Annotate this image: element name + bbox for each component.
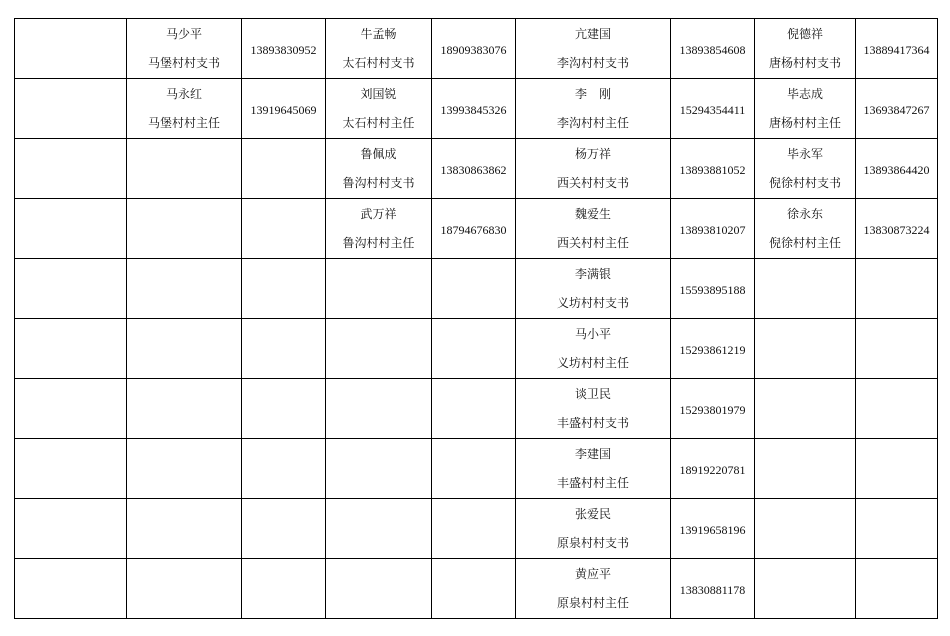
person-name: 杨万祥	[574, 146, 611, 161]
phone-cell	[432, 319, 516, 379]
person-name: 毕志成	[786, 86, 823, 101]
name-role-cell	[326, 379, 432, 439]
person-role: 原泉村村主任	[556, 595, 629, 610]
person-role: 太石村村支书	[342, 55, 415, 70]
name-role-cell	[326, 259, 432, 319]
phone-cell	[242, 319, 326, 379]
name-role-cell	[326, 319, 432, 379]
phone-number: 13919645069	[250, 103, 317, 117]
person-name: 武万祥	[360, 206, 397, 221]
phone-cell	[242, 559, 326, 619]
phone-cell	[856, 199, 938, 259]
phone-number: 15293801979	[679, 403, 746, 417]
phone-cell	[671, 19, 755, 79]
phone-cell	[242, 199, 326, 259]
phone-cell	[432, 199, 516, 259]
person-role: 丰盛村村主任	[556, 475, 629, 490]
name-role-cell	[516, 559, 671, 619]
phone-cell	[671, 439, 755, 499]
person-name: 牛孟畅	[360, 26, 397, 41]
person-name: 马小平	[574, 326, 611, 341]
person-name: 黄应平	[574, 566, 611, 581]
name-role-cell	[127, 139, 242, 199]
phone-cell	[242, 139, 326, 199]
name-role-cell	[127, 259, 242, 319]
phone-cell	[671, 139, 755, 199]
phone-number: 13993845326	[440, 103, 507, 117]
name-role-cell	[516, 19, 671, 79]
table-row	[15, 439, 938, 499]
person-role: 义坊村村支书	[556, 295, 629, 310]
phone-number: 13893854608	[679, 43, 746, 57]
name-role-cell	[755, 19, 856, 79]
phone-cell	[856, 259, 938, 319]
phone-number: 15293861219	[679, 343, 746, 357]
table-row	[15, 79, 938, 139]
phone-cell	[432, 439, 516, 499]
phone-cell	[242, 259, 326, 319]
person-role: 马堡村村主任	[147, 115, 220, 130]
blank-cell	[15, 199, 127, 259]
phone-cell	[671, 259, 755, 319]
person-name: 张爱民	[574, 506, 611, 521]
phone-cell	[242, 379, 326, 439]
person-name: 李建国	[574, 446, 611, 461]
phone-number: 15593895188	[679, 283, 746, 297]
blank-cell	[15, 379, 127, 439]
person-name: 李 刚	[574, 86, 611, 101]
phone-number: 13830863862	[440, 163, 507, 177]
person-role: 鲁沟村村支书	[342, 175, 415, 190]
person-name: 李满银	[574, 266, 611, 281]
name-role-cell	[127, 79, 242, 139]
document-page	[14, 18, 938, 619]
phone-cell	[856, 499, 938, 559]
name-role-cell	[326, 19, 432, 79]
phone-cell	[856, 139, 938, 199]
phone-cell	[856, 559, 938, 619]
name-role-cell	[127, 499, 242, 559]
blank-cell	[15, 439, 127, 499]
name-role-cell	[326, 139, 432, 199]
person-role: 倪徐村村主任	[768, 235, 841, 250]
contact-table	[14, 18, 938, 619]
phone-cell	[432, 139, 516, 199]
name-role-cell	[127, 379, 242, 439]
table-row	[15, 19, 938, 79]
phone-cell	[856, 439, 938, 499]
table-row	[15, 139, 938, 199]
phone-number: 15294354411	[679, 103, 746, 117]
phone-cell	[242, 439, 326, 499]
name-role-cell	[755, 439, 856, 499]
phone-number: 13830881178	[679, 583, 746, 597]
name-role-cell	[127, 19, 242, 79]
phone-cell	[671, 199, 755, 259]
person-role: 西关村村支书	[556, 175, 629, 190]
person-name: 毕永军	[786, 146, 823, 161]
name-role-cell	[516, 319, 671, 379]
person-role: 太石村村主任	[342, 115, 415, 130]
blank-cell	[15, 19, 127, 79]
phone-cell	[856, 79, 938, 139]
name-role-cell	[326, 499, 432, 559]
person-role: 唐杨村村支书	[768, 55, 841, 70]
table-row	[15, 259, 938, 319]
phone-cell	[432, 379, 516, 439]
name-role-cell	[755, 499, 856, 559]
phone-cell	[856, 379, 938, 439]
phone-cell	[856, 19, 938, 79]
phone-cell	[242, 499, 326, 559]
person-role: 丰盛村村支书	[556, 415, 629, 430]
name-role-cell	[516, 139, 671, 199]
name-role-cell	[127, 559, 242, 619]
name-role-cell	[516, 199, 671, 259]
phone-cell	[671, 379, 755, 439]
name-role-cell	[326, 439, 432, 499]
name-role-cell	[516, 499, 671, 559]
name-role-cell	[755, 259, 856, 319]
blank-cell	[15, 79, 127, 139]
name-role-cell	[516, 79, 671, 139]
phone-number: 13893830952	[250, 43, 317, 57]
person-role: 义坊村村主任	[556, 355, 629, 370]
blank-cell	[15, 499, 127, 559]
name-role-cell	[516, 259, 671, 319]
person-name: 马永红	[165, 86, 202, 101]
phone-number: 18794676830	[440, 223, 507, 237]
phone-number: 18909383076	[440, 43, 507, 57]
person-name: 徐永东	[786, 206, 823, 221]
table-row	[15, 319, 938, 379]
phone-cell	[856, 319, 938, 379]
name-role-cell	[127, 199, 242, 259]
name-role-cell	[755, 199, 856, 259]
name-role-cell	[326, 79, 432, 139]
blank-cell	[15, 559, 127, 619]
person-name: 倪德祥	[786, 26, 823, 41]
blank-cell	[15, 319, 127, 379]
name-role-cell	[127, 319, 242, 379]
name-role-cell	[516, 379, 671, 439]
person-role: 唐杨村村主任	[768, 115, 841, 130]
phone-number: 13893881052	[679, 163, 746, 177]
phone-cell	[432, 79, 516, 139]
person-name: 鲁佩成	[360, 146, 397, 161]
person-name: 刘国锐	[360, 86, 397, 101]
phone-cell	[671, 559, 755, 619]
person-name: 马少平	[165, 26, 202, 41]
table-row	[15, 199, 938, 259]
phone-cell	[432, 19, 516, 79]
contact-table-body	[15, 19, 938, 619]
phone-number: 13830873224	[863, 223, 930, 237]
phone-cell	[432, 259, 516, 319]
name-role-cell	[755, 139, 856, 199]
name-role-cell	[755, 379, 856, 439]
person-role: 西关村村主任	[556, 235, 629, 250]
phone-cell	[242, 79, 326, 139]
phone-cell	[242, 19, 326, 79]
name-role-cell	[755, 319, 856, 379]
name-role-cell	[755, 559, 856, 619]
blank-cell	[15, 259, 127, 319]
person-role: 鲁沟村村主任	[342, 235, 415, 250]
person-name: 亢建国	[574, 26, 611, 41]
phone-number: 13693847267	[863, 103, 930, 117]
phone-cell	[432, 559, 516, 619]
phone-number: 13893810207	[679, 223, 746, 237]
person-role: 李沟村村主任	[556, 115, 629, 130]
name-role-cell	[755, 79, 856, 139]
phone-cell	[671, 499, 755, 559]
person-role: 马堡村村支书	[147, 55, 220, 70]
name-role-cell	[516, 439, 671, 499]
name-role-cell	[127, 439, 242, 499]
table-row	[15, 379, 938, 439]
phone-cell	[671, 79, 755, 139]
person-name: 魏爱生	[574, 206, 611, 221]
person-name: 谈卫民	[574, 386, 611, 401]
person-role: 原泉村村支书	[556, 535, 629, 550]
phone-cell	[432, 499, 516, 559]
table-row	[15, 559, 938, 619]
person-role: 李沟村村支书	[556, 55, 629, 70]
phone-number: 13889417364	[863, 43, 930, 57]
phone-number: 18919220781	[679, 463, 746, 477]
blank-cell	[15, 139, 127, 199]
person-role: 倪徐村村支书	[768, 175, 841, 190]
name-role-cell	[326, 199, 432, 259]
phone-number: 13893864420	[863, 163, 930, 177]
name-role-cell	[326, 559, 432, 619]
phone-number: 13919658196	[679, 523, 746, 537]
table-row	[15, 499, 938, 559]
phone-cell	[671, 319, 755, 379]
